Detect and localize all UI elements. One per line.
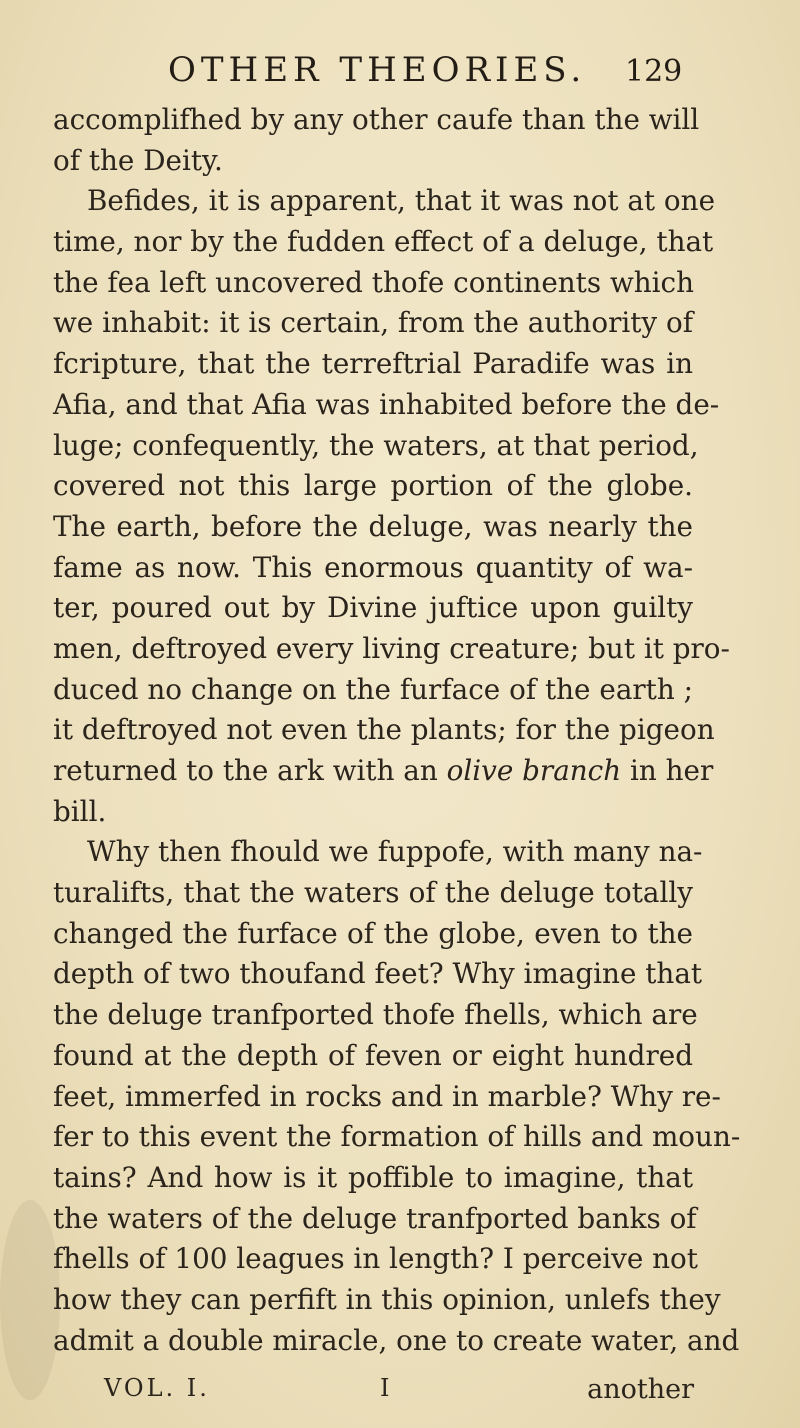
text-line: The earth, before the deluge, was nearly the <box>53 509 693 543</box>
page-header <box>168 50 688 100</box>
text-line: fcripture, that the terreftrial Paradife was in <box>53 347 693 381</box>
catchword: another <box>587 1374 694 1405</box>
text-line: how they can perfift in this opinion, unlefs they <box>53 1282 721 1316</box>
text-line: returned to the ark with an olive branch in her <box>53 754 714 787</box>
text-line: changed the furface of the globe, even to the <box>53 916 693 950</box>
text-line: admit a double miracle, one to create water, and <box>53 1323 740 1357</box>
text-line: the waters of the deluge tranfported banks of <box>53 1201 697 1235</box>
page-footer <box>104 1374 694 1414</box>
text-line: the fea left uncovered thofe continents which <box>53 265 694 299</box>
text-line: fer to this event the formation of hills and moun- <box>53 1120 741 1154</box>
text-line: tains? And how is it poffible to imagine, that <box>53 1160 693 1194</box>
text-line: time, nor by the fudden effect of a deluge, that <box>53 225 714 259</box>
text-line: ter, poured out by Divine juftice upon guilty <box>53 591 693 625</box>
volume-mark: VOL. I. <box>104 1374 210 1402</box>
text-line: feet, immerfed in rocks and in marble? Why re- <box>53 1079 721 1113</box>
text-line: bill. <box>53 794 107 828</box>
text-line: fame as now. This enormous quantity of wa- <box>53 550 693 584</box>
text-line: we inhabit: it is certain, from the authority of <box>53 306 693 340</box>
text-line: accomplifhed by any other caufe than the will <box>53 103 700 136</box>
text-line: of the Deity. <box>53 143 223 177</box>
text-line: fhells of 100 leagues in length? I perceive not <box>53 1242 698 1276</box>
body-text <box>53 100 741 1361</box>
italic-phrase: olive branch <box>446 754 622 787</box>
text-line: covered not this large portion of the globe. <box>53 469 693 503</box>
paragraph-start-line: Befides, it is apparent, that it was not at one <box>87 184 716 218</box>
text-line: luge; confequently, the waters, at that period, <box>53 428 699 462</box>
page-stain <box>0 1200 60 1400</box>
text-line: depth of two thoufand feet? Why imagine that <box>53 957 703 991</box>
running-title: OTHER THEORIES. <box>168 50 587 90</box>
text-line: the deluge tranfported thofe fhells, which are <box>53 998 698 1032</box>
signature-mark: I <box>380 1374 390 1402</box>
text-line: found at the depth of feven or eight hundred <box>53 1038 693 1072</box>
page-number: 129 <box>625 54 683 89</box>
text-line: duced no change on the furface of the earth ; <box>53 672 693 706</box>
text-line: turalifts, that the waters of the deluge totally <box>53 876 693 910</box>
text-line: Afia, and that Afia was inhabited before the de- <box>53 387 720 421</box>
text-line: men, deftroyed every living creature; but it pro- <box>53 631 730 665</box>
text-line: it deftroyed not even the plants; for the pigeon <box>53 713 715 747</box>
paragraph-start-line: Why then fhould we fuppofe, with many na- <box>87 835 703 869</box>
